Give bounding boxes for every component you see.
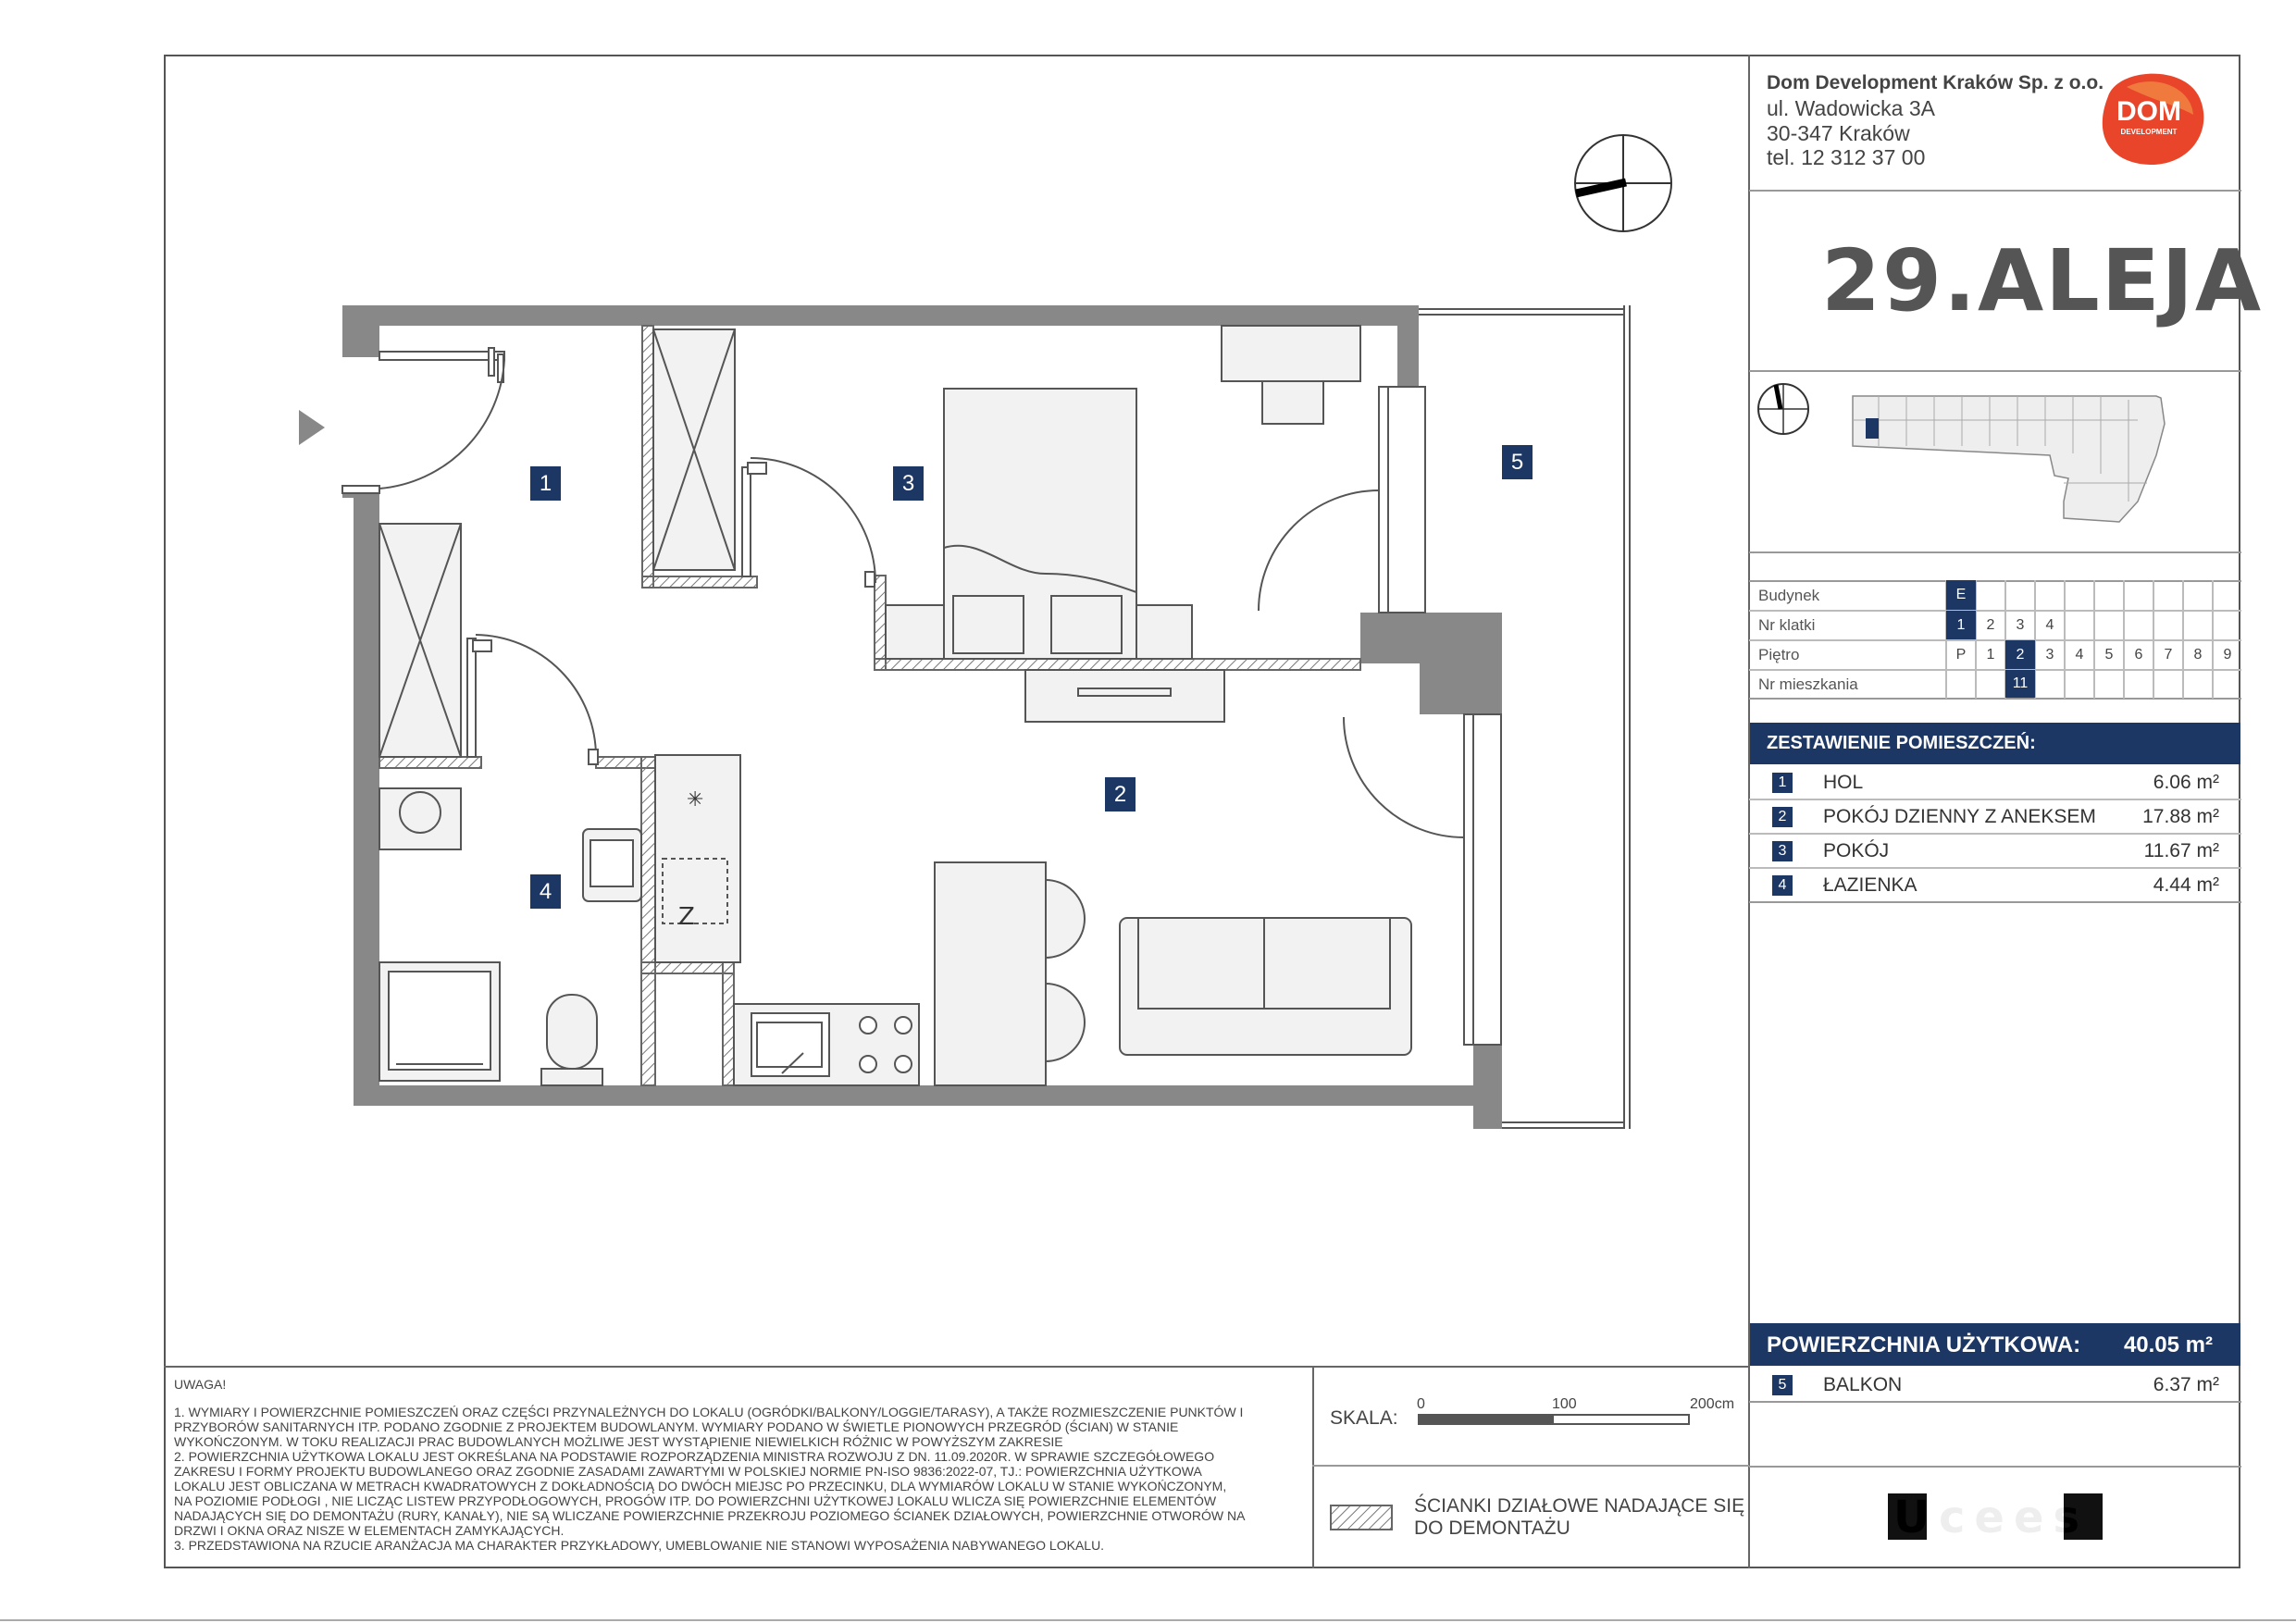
dom-logo-text: DOM (2116, 96, 2181, 127)
company-city: 30-347 Kraków (1767, 121, 1910, 145)
room-label-3: 3 (893, 466, 924, 501)
footer-divider (164, 1366, 1749, 1368)
page-bottom-line (0, 1619, 2296, 1621)
company-name: Dom Development Kraków Sp. z o.o. (1767, 72, 2104, 93)
legend-text-2: DO DEMONTAŻU (1414, 1518, 1570, 1539)
klatka-value: 3 (2016, 617, 2025, 633)
company-phone: tel. 12 312 37 00 (1767, 145, 1926, 169)
total-area-label: POWIERZCHNIA UŻYTKOWA: (1767, 1332, 2081, 1357)
info-col-line (2153, 580, 2154, 699)
hatch-legend-icon (1330, 1505, 1393, 1530)
notes-line: PRZYBORÓW SANITARNYCH ITP. PODANO ZGODNIE Z PROJEKTEM BUDOWLANYM. WYMIARY PODANO W ŚWIETLE PIONOWYCH PRZEGRÓD (ŚCIAN) W STANIE (174, 1419, 1179, 1434)
pietro-value: 6 (2134, 647, 2143, 663)
room-area: 17.88 m² (2142, 806, 2219, 827)
bedroom-door (742, 458, 875, 587)
scale-legend-divider (1312, 1465, 1749, 1467)
notes-line: 1. WYMIARY I POWIERZCHNIE POMIESZCZEŃ ORAZ CZĘŚCI PRZYNALEŻNYCH DO LOKALU (OGRÓDKI/BALKONY/LOGGIE/TARASY), A TAKŻE ROZMIESZCZENIE PUNKTÓW I (174, 1405, 1244, 1419)
total-area-value: 40.05 m² (2123, 1332, 2213, 1357)
project-logo: 29.ALEJA (1821, 231, 2264, 330)
total-area-bar (1750, 1323, 2240, 1366)
pietro-value: 5 (2104, 647, 2114, 663)
pietro-value: 1 (1986, 647, 1995, 663)
room-label-1: 1 (530, 466, 561, 501)
room-row (1749, 869, 2241, 903)
scale-label: SKALA: (1330, 1407, 1398, 1429)
room-num: 1 (1772, 773, 1793, 793)
balcony-name: BALKON (1823, 1374, 1903, 1395)
room-label-5: 5 (1502, 445, 1533, 479)
room-area: 11.67 m² (2143, 840, 2219, 861)
divider-company (1749, 190, 2241, 192)
notes-line: NADAJĄCYCH SIĘ DO DEMONTAŻU (RURY, KANAŁY), NIE SĄ WLICZANE POWIERZCHNIE PRZEKROJU POZIOMEGO ŚCIANEK DZIAŁOWYCH, POWIERZCHNIE OTWORÓW NA (174, 1508, 1246, 1523)
compass-icon (1575, 135, 1671, 231)
room-row (1749, 765, 2241, 800)
legend-text-1: ŚCIANKI DZIAŁOWE NADAJĄCE SIĘ (1414, 1495, 1745, 1517)
ucees-logo (1888, 1492, 2110, 1543)
balcony-outline (1419, 305, 1630, 1129)
pietro-value-selected: 2 (2005, 640, 2035, 669)
fridge-icon: Z (678, 903, 695, 931)
pietro-value: 8 (2193, 647, 2203, 663)
entrance-door (342, 348, 504, 493)
wardrobes (379, 329, 735, 757)
balcony-row (1749, 1368, 2241, 1403)
bathroom-door (467, 635, 598, 764)
room-name: POKÓJ DZIENNY Z ANEKSEM (1823, 806, 2096, 827)
bathroom-fixtures (379, 788, 641, 1085)
scale-tick-0: 0 (1417, 1396, 1425, 1412)
notes (174, 1377, 1303, 1553)
notes-line: 2. POWIERZCHNIA UŻYTKOWA LOKALU JEST OKREŚLANA NA PODSTAWIE ROZPORZĄDZENIA MINISTRA ROZWOJU Z DN. 11.09.2020R. W SPRAWIE SZCZEGÓŁOWEGO (174, 1449, 1215, 1464)
klatka-value-selected: 1 (1946, 611, 1976, 639)
info-col-line (2064, 580, 2066, 699)
room-name: ŁAZIENKA (1823, 874, 1917, 896)
dom-logo-subtext: DEVELOPMENT (2120, 128, 2178, 136)
fan-icon: ✳ (687, 788, 704, 812)
kitchen (655, 755, 1085, 1085)
pietro-value: 4 (2075, 647, 2084, 663)
divider-logo (1749, 1466, 2241, 1468)
klatka-value: 2 (1986, 617, 1995, 633)
room-name: POKÓJ (1823, 840, 1890, 861)
key-plan-compass-icon (1758, 384, 1808, 434)
room-row (1749, 800, 2241, 835)
key-plan (1749, 372, 2241, 552)
bedroom-furniture (886, 326, 1360, 659)
info-col-line (2212, 580, 2214, 699)
room-num: 4 (1772, 875, 1793, 896)
info-col-line (2182, 580, 2184, 699)
balcony-num: 5 (1772, 1375, 1793, 1395)
divider-keyplan (1749, 551, 2241, 553)
notes-title: UWAGA! (174, 1377, 227, 1392)
room-row (1749, 835, 2241, 869)
desk (1025, 670, 1224, 722)
pietro-value: 9 (2223, 647, 2232, 663)
info-row-line (1749, 698, 2241, 700)
notes-line: ZAKRESU I FORMY PROJEKTU BUDOWLANEGO ORAZ ZGODNIE ZASADAMI ZAWARTYMI W POLSKIEJ NORMIE PN-ISO 9836:2022-07, TJ.: POWIERZCHNIA UŻYTKOWA (174, 1464, 1202, 1479)
klatka-value: 4 (2045, 617, 2054, 633)
company-street: ul. Wadowicka 3A (1767, 96, 1935, 120)
notes-line: NA POZIOMIE PODŁOGI , NIE LICZĄC LISTEW PRZYPODŁOGOWYCH, PROGÓW ITP. DO POWIERZCHNI UŻYTKOWEJ LOKALU WLICZA SIĘ POWIERZCHNIE ELEMENTÓW (174, 1493, 1217, 1508)
pietro-value: P (1955, 647, 1967, 663)
room-label-2: 2 (1105, 777, 1136, 812)
pietro-value: 3 (2045, 647, 2054, 663)
entrance-arrow-icon (299, 410, 325, 445)
room-area: 4.44 m² (2153, 874, 2219, 896)
room-area: 6.06 m² (2153, 772, 2219, 793)
room-name: HOL (1823, 772, 1864, 793)
notes-line: WYKOŃCZONYM. W TOKU REALIZACJI PRAC BUDOWLANYCH MOŻLIWE JEST WYSTĄPIENIE NIEWIELKICH RÓŻNIC W POWYŻSZYM ZAKRESIE (174, 1434, 1063, 1449)
pietro-label: Piętro (1758, 646, 1800, 663)
info-table (1749, 580, 2241, 699)
notes-line: 3. PRZEDSTAWIONA NA RZUCIE ARANŻACJA MA CHARAKTER PRZYKŁADOWY, UMEBLOWANIE NIE STANOWI WYPOSAŻENIA NABYWANEGO LOKALU. (174, 1538, 1105, 1553)
notes-line: LOKALU JEST OBLICZANA W METRACH KWADRATOWYCH Z DOKŁADNOŚCIĄ DO DWÓCH MIEJSC PO PRZECINKU, DLA WYMIARÓW LOKALU W STANIE WYKOŃCZONYM, (174, 1479, 1227, 1493)
pietro-value: 7 (2164, 647, 2173, 663)
scale-tick-100: 100 (1552, 1396, 1577, 1412)
floor-plan (164, 55, 1749, 1366)
budynek-value-selected: E (1946, 580, 1976, 610)
scale-bar-fill (1420, 1416, 1554, 1423)
info-col-line (2093, 580, 2095, 699)
ucees-logo-text: Ucees (1893, 1492, 2090, 1543)
notes-divider (1312, 1366, 1314, 1568)
dom-development-logo (2090, 68, 2208, 170)
sofa (1120, 918, 1411, 1055)
info-row-line (1749, 669, 2241, 671)
scale-bar (1418, 1414, 1690, 1425)
rooms-header: ZESTAWIENIE POMIESZCZEŃ: (1750, 723, 2240, 764)
info-col-line (2123, 580, 2125, 699)
mieszkanie-value: 11 (2005, 670, 2035, 698)
room-num: 2 (1772, 807, 1793, 827)
notes-line: DRZWI I OKNA ORAZ NISZE W ELEMENTACH ZAMYKAJĄCYCH. (174, 1523, 565, 1538)
scale-tick-200: 200cm (1690, 1396, 1735, 1412)
balcony-area: 6.37 m² (2153, 1374, 2219, 1395)
klatka-label: Nr klatki (1758, 616, 1816, 634)
mieszkanie-label: Nr mieszkania (1758, 675, 1858, 693)
budynek-label: Budynek (1758, 587, 1820, 604)
room-label-4: 4 (530, 874, 561, 909)
room-num: 3 (1772, 841, 1793, 861)
